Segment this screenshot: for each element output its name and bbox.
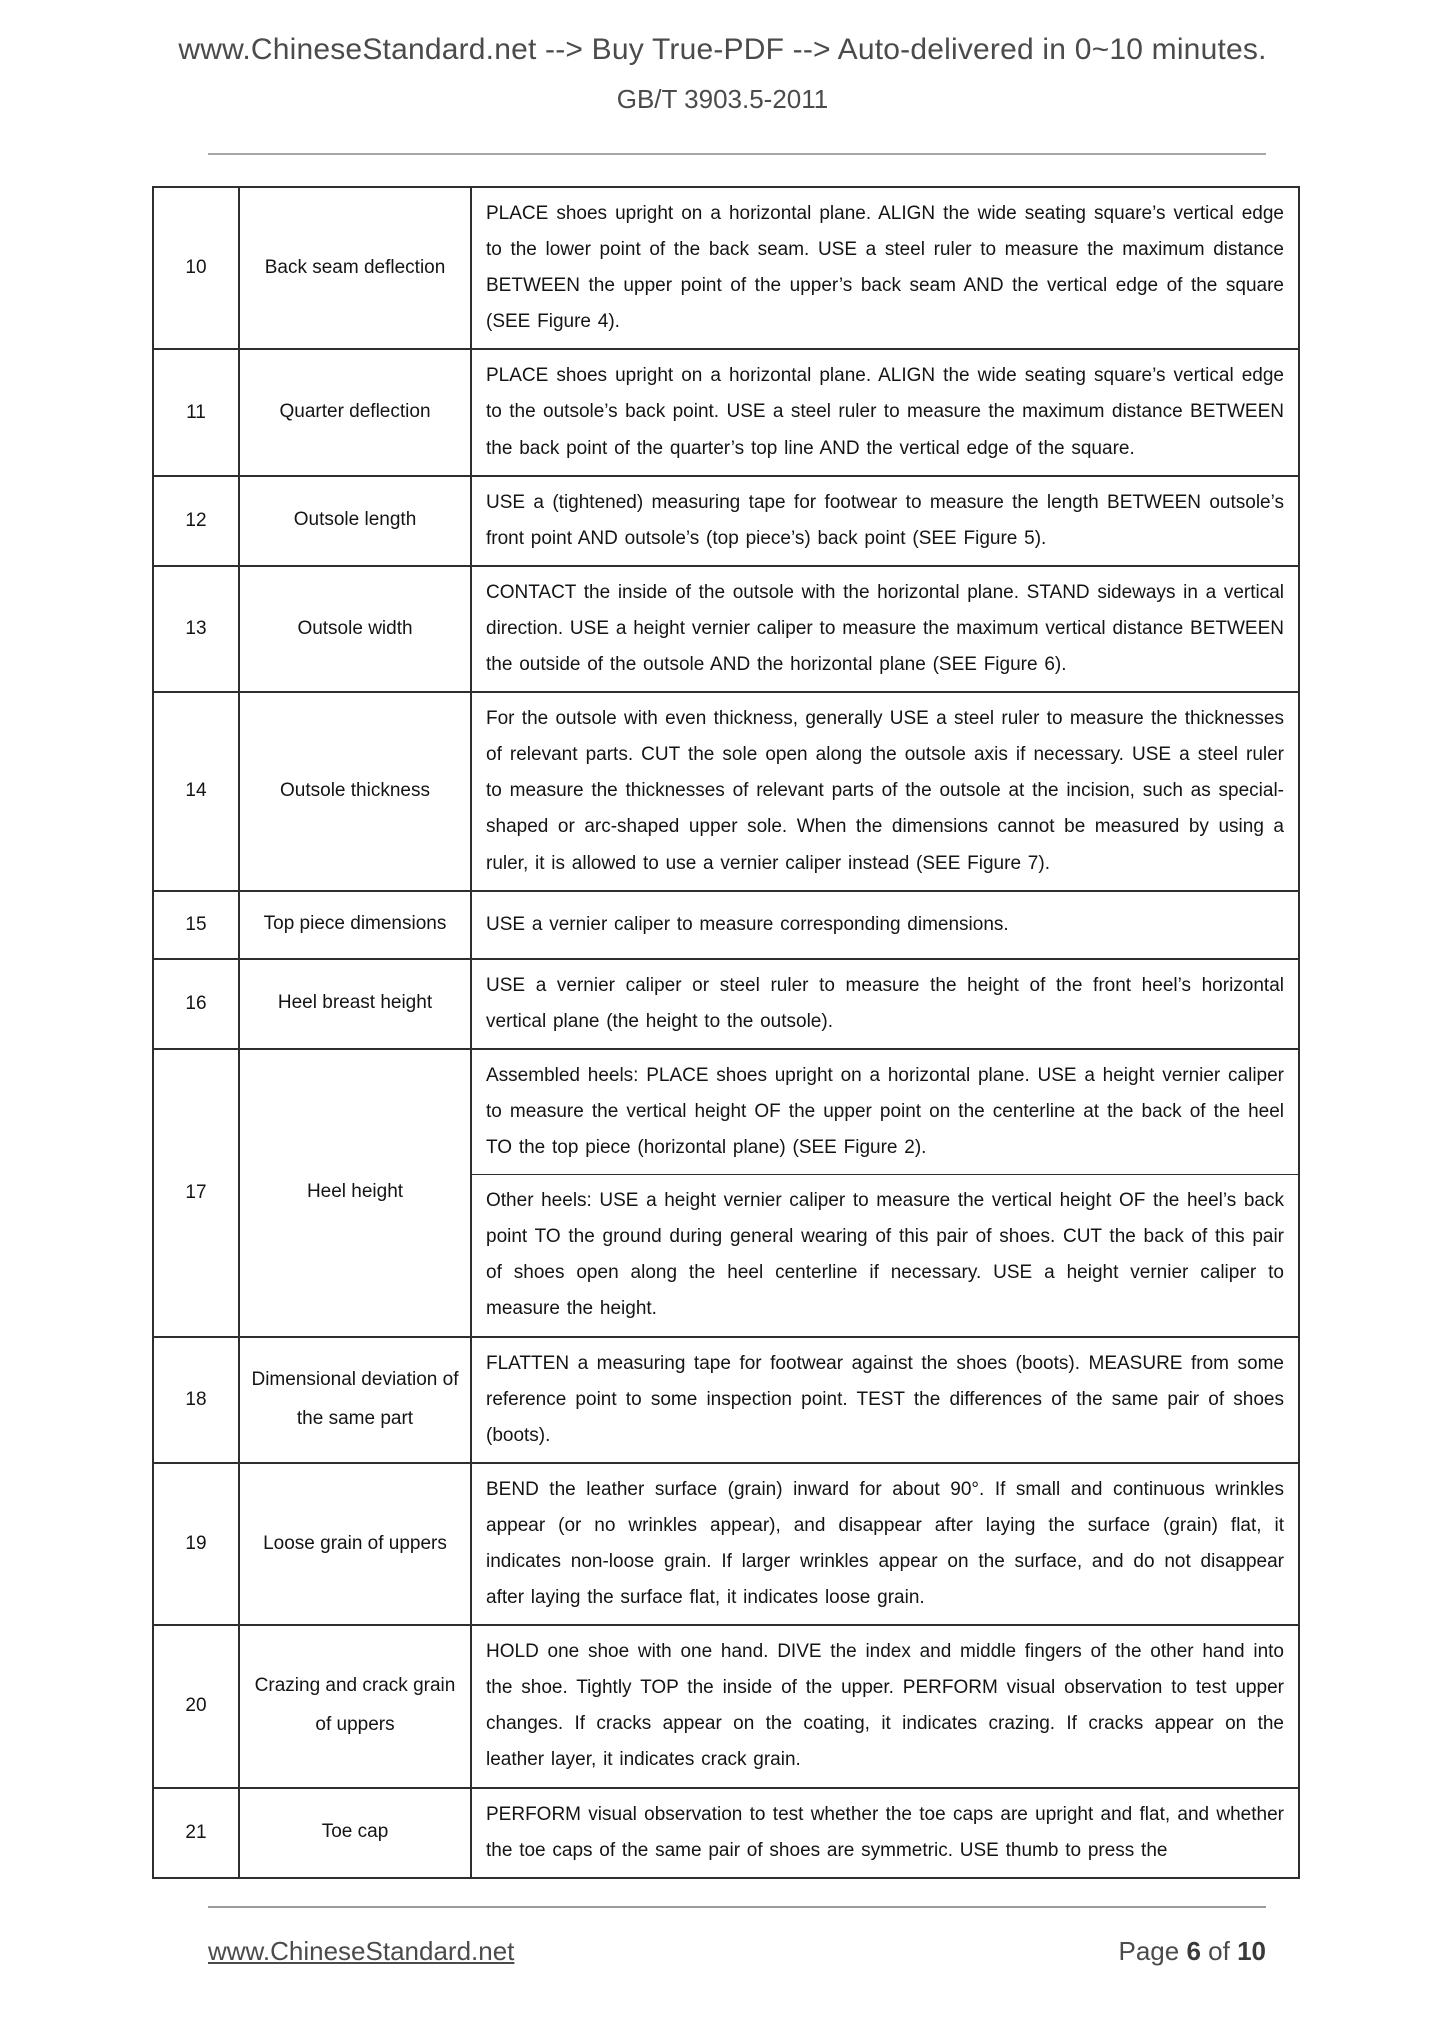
method-description-cell: BEND the leather surface (grain) inward for about 90°. If small and continuous wrinkles appear (or no wrinkles appear), and disappear after laying the surface (grain) flat, it indicates non-loose grain. If larger wrinkles appear on the surface, and do not disappear after laying the surface flat, it indicates loose grain. (471, 1463, 1299, 1625)
footer-divider (208, 1906, 1266, 1908)
row-number-cell: 16 (153, 959, 239, 1049)
table-row (153, 692, 1299, 890)
item-name-cell: Quarter deflection (239, 349, 471, 475)
method-description-cell: HOLD one shoe with one hand. DIVE the index and middle fingers of the other hand into the shoe. Tightly TOP the inside of the upper. PERFORM visual observation to test upper changes. If cracks appear on the coating, it indicates crazing. If cracks appear on the leather layer, it indicates crack grain. (471, 1625, 1299, 1787)
table-row (153, 1625, 1299, 1787)
item-name-cell: Heel height (239, 1049, 471, 1337)
item-name-cell: Back seam deflection (239, 187, 471, 349)
row-number-cell: 17 (153, 1049, 239, 1337)
row-number-cell: 15 (153, 891, 239, 959)
page-current: 6 (1186, 1936, 1201, 1966)
test-methods-table (152, 186, 1300, 1879)
method-description-cell: USE a vernier caliper to measure corresponding dimensions. (471, 891, 1299, 959)
item-name-cell: Dimensional deviation of the same part (239, 1337, 471, 1463)
method-description-cell: CONTACT the inside of the outsole with the horizontal plane. STAND sideways in a vertical direction. USE a height vernier caliper to measure the maximum vertical distance BETWEEN the outside of the outsole AND the horizontal plane (SEE Figure 6). (471, 566, 1299, 692)
item-name-cell: Outsole thickness (239, 692, 471, 890)
row-number-cell: 18 (153, 1337, 239, 1463)
table-row (153, 187, 1299, 349)
item-name-cell: Outsole width (239, 566, 471, 692)
table-row (153, 891, 1299, 959)
table-row (153, 476, 1299, 566)
table-row (153, 349, 1299, 475)
item-name-cell: Outsole length (239, 476, 471, 566)
method-description-cell: Other heels: USE a height vernier caliper to measure the vertical height OF the heel’s back point TO the ground during general wearing of this pair of shoes. CUT the back of this pair of shoes open along the heel centerline if necessary. USE a height vernier caliper to measure the height. (471, 1175, 1299, 1337)
row-number-cell: 11 (153, 349, 239, 475)
page-label: Page (1118, 1936, 1180, 1966)
item-name-cell: Crazing and crack grain of uppers (239, 1625, 471, 1787)
method-description-cell: For the outsole with even thickness, generally USE a steel ruler to measure the thicknesses of relevant parts. CUT the sole open along the outsole axis if necessary. USE a steel ruler to measure the thicknesses of relevant parts of the outsole at the incision, such as special-shaped or arc-shaped upper sole. When the dimensions cannot be measured by using a ruler, it is allowed to use a vernier caliper instead (SEE Figure 7). (471, 692, 1299, 890)
table-row (153, 1337, 1299, 1463)
table-row (153, 566, 1299, 692)
row-number-cell: 21 (153, 1788, 239, 1878)
method-description-cell: PLACE shoes upright on a horizontal plane. ALIGN the wide seating square’s vertical edge to the lower point of the back seam. USE a steel ruler to measure the maximum distance BETWEEN the upper point of the upper’s back seam AND the vertical edge of the square (SEE Figure 4). (471, 187, 1299, 349)
row-number-cell: 13 (153, 566, 239, 692)
standard-code: GB/T 3903.5-2011 (616, 84, 829, 114)
item-name-cell: Loose grain of uppers (239, 1463, 471, 1625)
table-row (153, 1049, 1299, 1175)
table-row (153, 1463, 1299, 1625)
method-description-cell: USE a vernier caliper or steel ruler to measure the height of the front heel’s horizontal vertical plane (the height to the outsole). (471, 959, 1299, 1049)
header-divider (208, 153, 1266, 155)
item-name-cell: Top piece dimensions (239, 891, 471, 959)
method-description-cell: PLACE shoes upright on a horizontal plane. ALIGN the wide seating square’s vertical edge to the outsole’s back point. USE a steel ruler to measure the maximum distance BETWEEN the back point of the quarter’s top line AND the vertical edge of the square. (471, 349, 1299, 475)
method-description-cell: FLATTEN a measuring tape for footwear against the shoes (boots). MEASURE from some reference point to some inspection point. TEST the differences of the same pair of shoes (boots). (471, 1337, 1299, 1463)
table-row (153, 959, 1299, 1049)
method-description-cell: Assembled heels: PLACE shoes upright on a horizontal plane. USE a height vernier caliper to measure the vertical height OF the upper point on the centerline at the back of the heel TO the top piece (horizontal plane) (SEE Figure 2). (471, 1049, 1299, 1175)
table-row (153, 1788, 1299, 1878)
item-name-cell: Heel breast height (239, 959, 471, 1049)
row-number-cell: 19 (153, 1463, 239, 1625)
row-number-cell: 20 (153, 1625, 239, 1787)
page-of-label: of (1208, 1936, 1230, 1966)
page-indicator (1118, 1936, 1266, 1967)
item-name-cell: Toe cap (239, 1788, 471, 1878)
page-total: 10 (1237, 1936, 1266, 1966)
row-number-cell: 12 (153, 476, 239, 566)
site-link[interactable]: www.ChineseStandard.net (208, 1936, 515, 1966)
row-number-cell: 14 (153, 692, 239, 890)
row-number-cell: 10 (153, 187, 239, 349)
banner-text: www.ChineseStandard.net --> Buy True-PDF --> Auto-delivered in 0~10 minutes. (178, 33, 1267, 66)
method-description-cell: USE a (tightened) measuring tape for footwear to measure the length BETWEEN outsole’s front point AND outsole’s (top piece’s) back point (SEE Figure 5). (471, 476, 1299, 566)
method-description-cell: PERFORM visual observation to test whether the toe caps are upright and flat, and whether the toe caps of the same pair of shoes are symmetric. USE thumb to press the (471, 1788, 1299, 1878)
